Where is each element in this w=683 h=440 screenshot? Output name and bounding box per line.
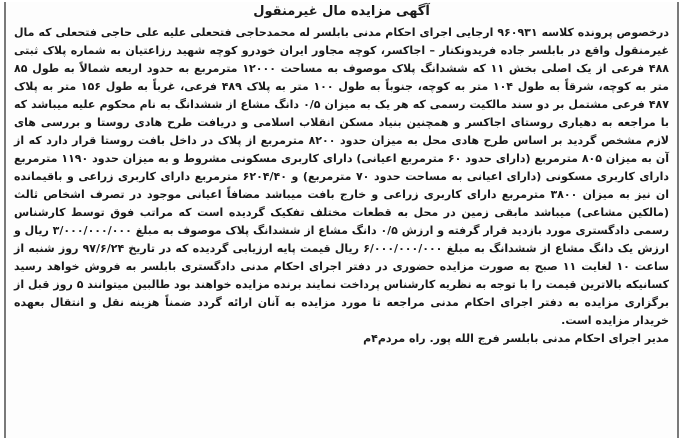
- notice-signature: مدیر اجرای احکام مدنی بابلسر فرج الله پور. راه مردم۴م: [363, 332, 669, 345]
- auction-notice: [4, 2, 679, 438]
- notice-body-text: درخصوص پرونده کلاسه ۹۶۰۹۳۱ ارجایی اجرای احکام مدنی بابلسر له محمدحاجی فتحعلی علیه علی حاجی فتحعلی که مال غیرمنقول واقع در بابلسر جاده فریدونکنار – اجاکسر، کوچه مجاور ایران خودرو کوچه شهید رزاعتیان به شماره پلاک ثبتی ۴۸۸ فرعی از یک اصلی بخش ۱۱ که ششدانگ پلاک موصوف به مساحت ۱۲۰۰۰ مترمربع به حدود اربعه شمالاً به طول ۸۵ متر به کوچه، شرقاً به طول ۱۰۴ متر به کوچه، جنوباً به طول ۱۰۰ متر به پلاک ۴۸۹ فرعی، غرباً به طول ۱۵۶ متر به پلاک ۴۸۷ فرعی مشتمل بر دو سند مالکیت رسمی که هر یک به میزان ۰/۵ دانگ مشاع از ششدانگ به نام محکوم علیه میباشد که با مراجعه به دهیاری روستای اجاکسر و همچنین بنیاد مسکن انقلاب اسلامی و دریافت طرح هادی روستا و بررسی های لازم مشخص گردید بر اساس طرح هادی محل به میزان حدود ۸۲۰۰ مترمربع از پلاک در داخل بافت روستا قرار دارد که از آن به میزان ۸۰۵ مترمربع (دارای حدود ۶۰ مترمربع اعیانی) دارای کاربری مسکونی مشروط و به میزان حدود ۱۱۹۰ مترمربع دارای کاربری مسکونی (دارای اعیانی به مساحت حدود ۷۰ مترمربع) و ۶۲۰۴/۴۰ مترمربع دارای کاربری زراعی و باقیمانده ان نیز به میزان ۳۸۰۰ مترمربع دارای کاربری زراعی و خارج بافت میباشد مضافاً اعیانی موجود در تصرف اشخاص ثالث (مالکین مشاعی) میباشد مابقی زمین در محل به قطعات مختلف تفکیک گردیده است که مراتب فوق توسط کارشناس رسمی دادگستری مورد بازدید قرار گرفته و ارزش ۰/۵ دانگ مشاع از ششدانگ پلاک موصوف به مبلغ ۳/۰۰۰/۰۰۰/۰۰۰ ریال و ارزش یک دانگ مشاع از ششدانگ به مبلغ ۶/۰۰۰/۰۰۰/۰۰۰ ریال قیمت پایه ارزیابی گردیده که در تاریخ ۹۷/۶/۲۴ روز شنبه از ساعت ۱۰ لغایت ۱۱ صبح به صورت مزایده حضوری در دفتر اجرای احکام مدنی دادگستری بابلسر به فروش خواهد رسید کسانیکه بالاترین قیمت را با توجه به نظریه کارشناس پرداخت نمایند برنده مزایده خواهند بود طالبین میتوانند ۵ روز قبل از برگزاری مزایده به دفتر اجرای احکام مدنی مراجعه تا مورد مزایده به آنان ارائه گردد ضمناً هزینه نقل و انتقال بعهده خریدار مزایده است.: [14, 26, 670, 327]
- notice-body: [6, 24, 677, 330]
- notice-title: آگهی مزایده مال غیرمنقول: [253, 4, 430, 19]
